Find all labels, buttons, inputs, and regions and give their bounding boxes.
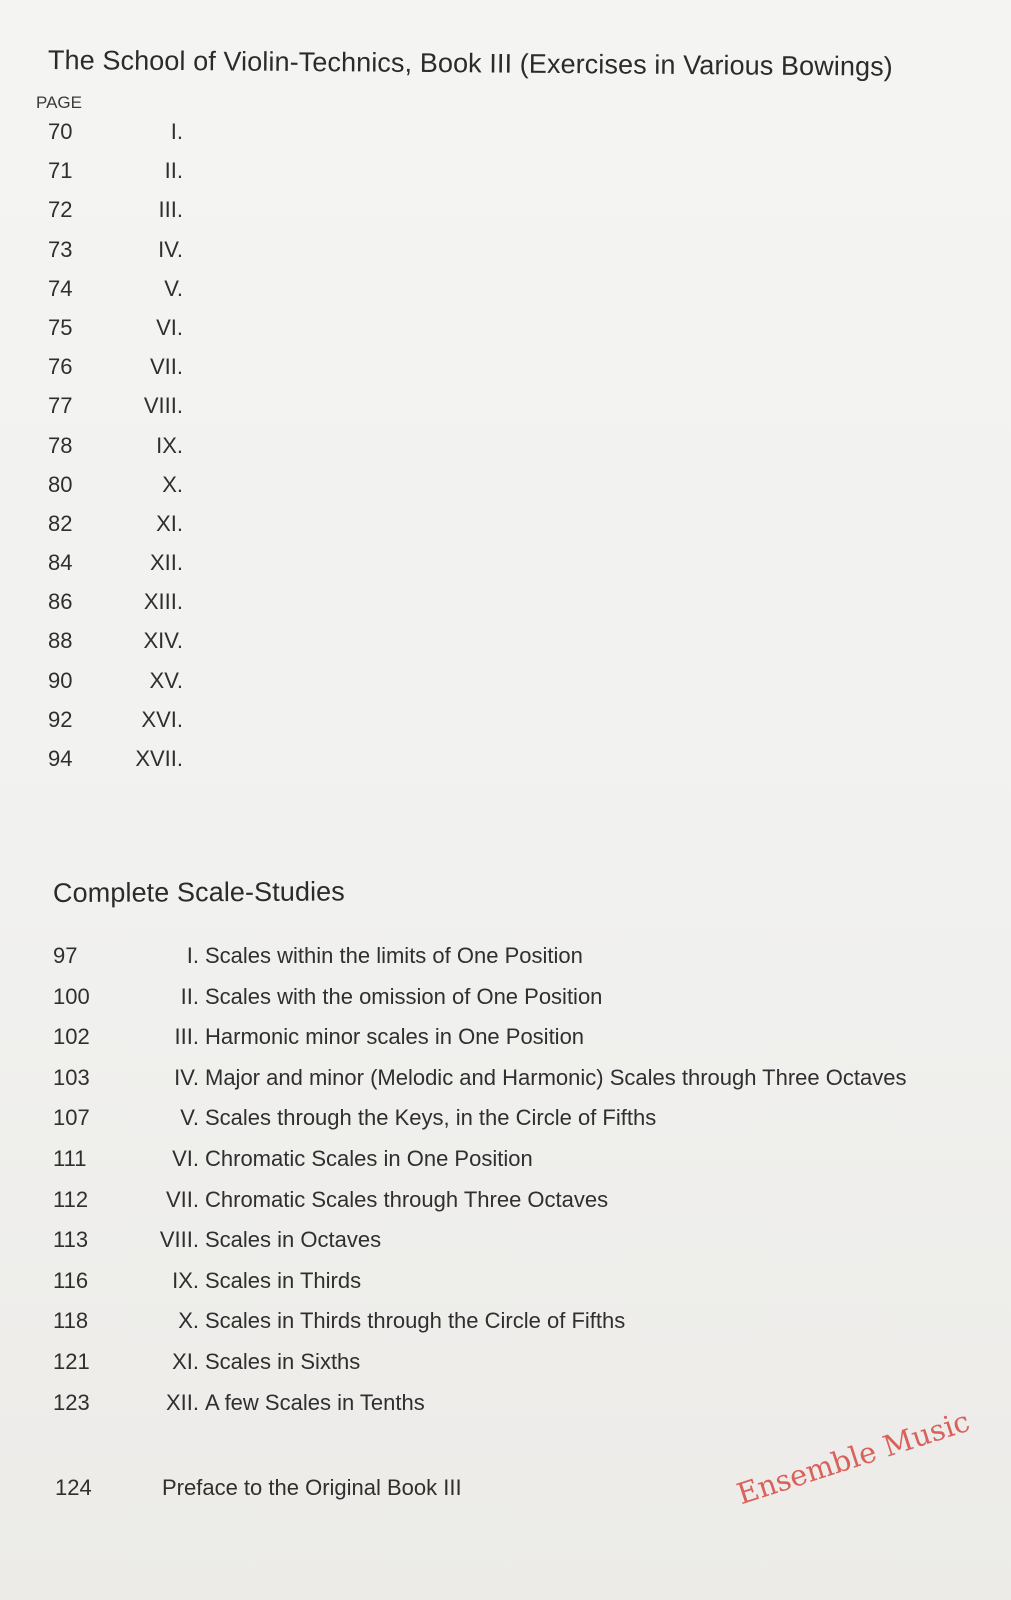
toc-entry [53, 1301, 953, 1342]
page-number: 111 [53, 1145, 87, 1171]
page-number: 123 [53, 1389, 90, 1415]
roman-numeral: VIII. [159, 1227, 199, 1253]
roman-numeral: X. [162, 471, 183, 497]
toc-entry [53, 1098, 953, 1139]
page-number: 86 [48, 589, 73, 615]
section-title-scale-studies: Complete Scale-Studies [52, 876, 345, 908]
toc-entry [40, 582, 240, 621]
entry-title: Chromatic Scales in One Position [205, 1145, 533, 1171]
entry-title: A few Scales in Tenths [205, 1389, 425, 1415]
toc-entry [40, 739, 240, 778]
page-number: 102 [53, 1024, 90, 1050]
page-number: 78 [48, 432, 73, 458]
page-number: 113 [53, 1227, 89, 1253]
roman-numeral: I. [186, 943, 199, 968]
toc-entry [40, 308, 240, 347]
page-number: 75 [48, 314, 73, 340]
page-column-label: PAGE [36, 93, 82, 112]
roman-numeral: V. [164, 275, 183, 301]
entry-title: Chromatic Scales through Three Octaves [205, 1186, 609, 1212]
roman-numeral: V. [180, 1105, 199, 1131]
entry-title: Scales in Thirds [205, 1267, 362, 1293]
toc-entry [40, 386, 240, 425]
page-number: 107 [53, 1105, 90, 1131]
entry-title: Preface to the Original Book III [162, 1475, 462, 1500]
page-number: 124 [55, 1475, 92, 1500]
roman-numeral: IV. [158, 236, 183, 262]
roman-numeral: XI. [156, 510, 183, 536]
roman-numeral: XIII. [143, 589, 183, 615]
roman-numeral: XIV. [143, 628, 183, 654]
page-number: 112 [53, 1186, 89, 1212]
roman-numeral: IX. [156, 432, 183, 458]
toc-entry [40, 661, 240, 700]
toc-entry [53, 1383, 953, 1424]
toc-entry [40, 230, 240, 269]
entry-title: Scales in Thirds through the Circle of Fifths [205, 1308, 626, 1334]
page-number: 71 [48, 158, 73, 184]
page-number: 116 [53, 1267, 89, 1293]
page-number: 82 [48, 510, 73, 536]
page-number: 97 [53, 943, 78, 968]
toc-entry [53, 1180, 953, 1221]
roman-numeral: VII. [149, 354, 183, 380]
toc-entry [40, 112, 240, 151]
page-number: 70 [48, 119, 73, 144]
toc-entry [53, 977, 953, 1018]
roman-numeral: XII. [165, 1389, 199, 1415]
watermark-logo: Ensemble Music [732, 1403, 974, 1512]
entry-title: Scales through the Keys, in the Circle of Fifths [205, 1105, 657, 1131]
toc-entry [40, 426, 240, 465]
page-number: 103 [53, 1064, 90, 1090]
roman-numeral: IX. [172, 1267, 199, 1293]
toc-entry [40, 700, 240, 739]
toc-entry [40, 347, 240, 386]
entry-title: Harmonic minor scales in One Position [205, 1024, 585, 1050]
page-number: 73 [48, 236, 73, 262]
entry-title: Scales in Octaves [205, 1227, 382, 1253]
page-number: 92 [48, 706, 73, 732]
page-number: 77 [48, 393, 73, 419]
toc-entry [40, 621, 240, 660]
roman-numeral: III. [174, 1024, 199, 1050]
toc-entry [40, 151, 240, 190]
roman-numeral: IV. [174, 1064, 199, 1090]
page-number: 121 [53, 1348, 90, 1374]
toc-entry [40, 504, 240, 543]
roman-numeral: XI. [172, 1348, 199, 1374]
toc-entry [40, 465, 240, 504]
entry-title: Scales with the omission of One Position [205, 983, 603, 1009]
roman-numeral: III. [158, 197, 183, 223]
roman-numeral: X. [178, 1308, 199, 1334]
page-number: 88 [48, 628, 73, 654]
page-number: 80 [48, 471, 73, 497]
page-number: 90 [48, 667, 73, 693]
toc-entry [40, 190, 240, 229]
toc-entry-preface [55, 1468, 655, 1508]
roman-numeral: XVII. [135, 746, 183, 771]
page-number: 74 [48, 275, 73, 301]
toc-entry [53, 1220, 953, 1261]
toc-entry [53, 1342, 953, 1383]
roman-numeral: XVI. [141, 706, 183, 732]
toc-list-bowings [40, 112, 240, 778]
roman-numeral: XII. [149, 550, 183, 576]
roman-numeral: XV. [149, 667, 183, 693]
roman-numeral: II. [180, 983, 199, 1009]
roman-numeral: VI. [156, 314, 183, 340]
page-number: 72 [48, 197, 73, 223]
section-title-violin-technics: The School of Violin-Technics, Book III (Exercises in Various Bowings) [47, 45, 893, 82]
roman-numeral: VIII. [143, 393, 183, 419]
toc-list-scale-studies [53, 936, 953, 1423]
entry-title: Scales in Sixths [205, 1348, 361, 1374]
page-number: 76 [48, 354, 73, 380]
entry-title: Major and minor (Melodic and Harmonic) Scales through Three Octaves [205, 1064, 907, 1090]
toc-entry [40, 543, 240, 582]
page-number: 100 [53, 983, 90, 1009]
toc-entry [53, 1058, 953, 1099]
roman-numeral: VII. [165, 1186, 199, 1212]
page-number: 84 [48, 550, 73, 576]
roman-numeral: I. [170, 119, 183, 144]
page-number: 94 [48, 746, 73, 771]
toc-entry [53, 936, 953, 977]
toc-entry [53, 1139, 953, 1180]
roman-numeral: II. [164, 158, 183, 184]
toc-entry [40, 269, 240, 308]
entry-title: Scales within the limits of One Position [205, 943, 583, 968]
toc-entry [53, 1261, 953, 1302]
roman-numeral: VI. [172, 1145, 199, 1171]
toc-entry [53, 1017, 953, 1058]
page-number: 118 [53, 1308, 89, 1334]
